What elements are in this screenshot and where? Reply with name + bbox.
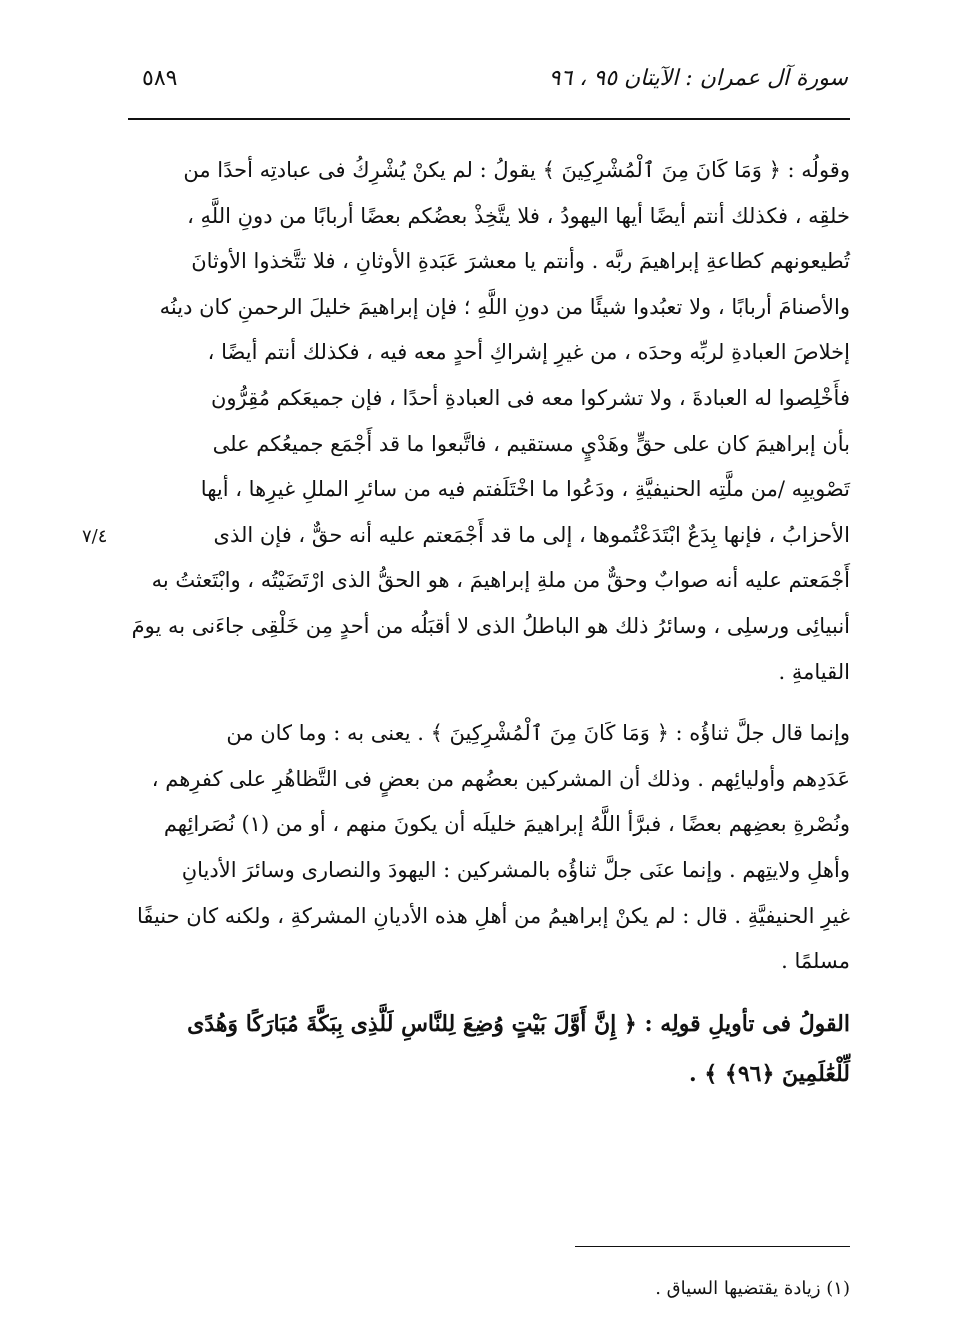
heading-line: لِّلْعَٰلَمِينَ ﴿٩٦﴾ ﴾ . [689, 1060, 850, 1087]
text-line: خلقِه ، فكذلك أنتم أيضًا أيها اليهودُ ، فلا يتَّخِذْ بعضُكم بعضًا أربابًا من دونِ اللَّهِ ، [187, 203, 850, 228]
text-line: عَدَدِهم وأوليائِهم . وذلك أن المشركين بعضُهم من بعضٍ فى التَّظاهُرِ على كفرِهم ، [151, 766, 850, 791]
text-line: ونُصْرةِ بعضِهم بعضًا ، فبرَّأ اللَّهُ إبراهيمَ خليلَه أن يكونَ منهم ، أو من (١) نُصَرائِهم [163, 812, 850, 837]
footnote-rule [575, 1246, 850, 1247]
text-line: تَصْويبِه /من ملَّتِه الحنيفيَّةِ ، ودَعُوا ما اخْتَلَفتم فيه من سائرِ المللِ غيرِها ، أيها [200, 477, 850, 502]
text-line: أَجْمَعتم عليه أنه صوابٌ وحقٌّ من ملةِ إبراهيمَ ، هو الحقُّ الذى ارْتَضَيْتُه ، وابْتَعثتُ به [151, 568, 850, 593]
text-line: وقولُه : ﴿ وَمَا كَانَ مِنَ ٱلْمُشْرِكِينَ ﴾ يقولُ : لم يكنْ يُشْرِكُ فى عبادتِه أحدًا من [183, 158, 850, 182]
heading-line: القولُ فى تأويلِ قولِه : ﴿ إِنَّ أَوَّلَ بَيْتٍ وُضِعَ لِلنَّاسِ لَلَّذِى بِبَكَّةَ مُبَارَكًا وَهُدًى [187, 1010, 850, 1037]
text-line: وإنما قال جلَّ ثناؤُه : ﴿ وَمَا كَانَ مِنَ ٱلْمُشْرِكِينَ ﴾ . يعنى به : وما كان من [226, 721, 850, 746]
text-line: والأصنامَ أربابًا ، ولا تعبُدوا شيئًا من دونِ اللَّهِ ؛ فإن إبراهيمَ خليلَ الرحمنِ كان دينُه [159, 294, 850, 319]
text-line: الأحزابُ ، فإنها بِدَعٌ ابْتَدَعْتُموها ، إلى ما قد أَجْمَعتم عليه أنه حقٌّ ، فإن الذى [213, 522, 850, 547]
text-line: فأَخْلِصوا له العبادةَ ، ولا تشركوا معه فى العبادةِ أحدًا ، فإن جميعَكم مُقِرُّون [210, 385, 850, 410]
running-title: سورة آل عمران : الآيتان ٩٥ ، ٩٦ [548, 66, 848, 91]
page-header [128, 62, 850, 102]
text-line: تُطيعونهم كطاعةِ إبراهيمَ ربَّه . وأنتم يا معشرَ عَبَدةِ الأوثانِ ، فلا تتَّخذوا الأوثانَ [191, 249, 850, 274]
paragraph-1 [128, 148, 850, 695]
header-rule [128, 118, 850, 120]
footnote: (١) زيادة يقتضيها السياق . [655, 1278, 850, 1299]
margin-volume-page-note: ٧/٤ [82, 526, 108, 547]
text-line: القيامةِ . [778, 659, 850, 684]
text-line: بأن إبراهيمَ كان على حقٍّ وهَدْيٍ مستقيم ، فاتَّبعوا ما قد أَجْمَع جميعُكم على [212, 431, 850, 456]
paragraph-2 [128, 711, 850, 985]
text-line: إخلاصَ العبادةِ لربِّه وحدَه ، من غيرِ إشراكِ أحدٍ معه فيه ، فكذلك أنتم أيضًا ، [207, 340, 850, 365]
page-number: ٥٨٩ [142, 66, 178, 91]
main-text [128, 148, 850, 1099]
text-line: وأهلِ ولايتِهم . وإنما عنَى جلَّ ثناؤُه بالمشركين : اليهودَ والنصارى وسائرَ الأديانِ [181, 857, 850, 882]
text-line: غيرِ الحنيفيَّةِ . قال : لم يكنْ إبراهيمُ من أهلِ هذه الأديانِ المشركةِ ، ولكنه كان حنيفًا [136, 903, 850, 928]
section-heading [128, 999, 850, 1099]
text-line: مسلمًا . [781, 949, 850, 974]
text-line: أنبيائِى ورسلِى ، وسائرُ ذلك هو الباطلُ الذى لا أقبَلُه من أحدٍ مِن خَلْقِى جاءَنى به يومَ [131, 613, 850, 638]
